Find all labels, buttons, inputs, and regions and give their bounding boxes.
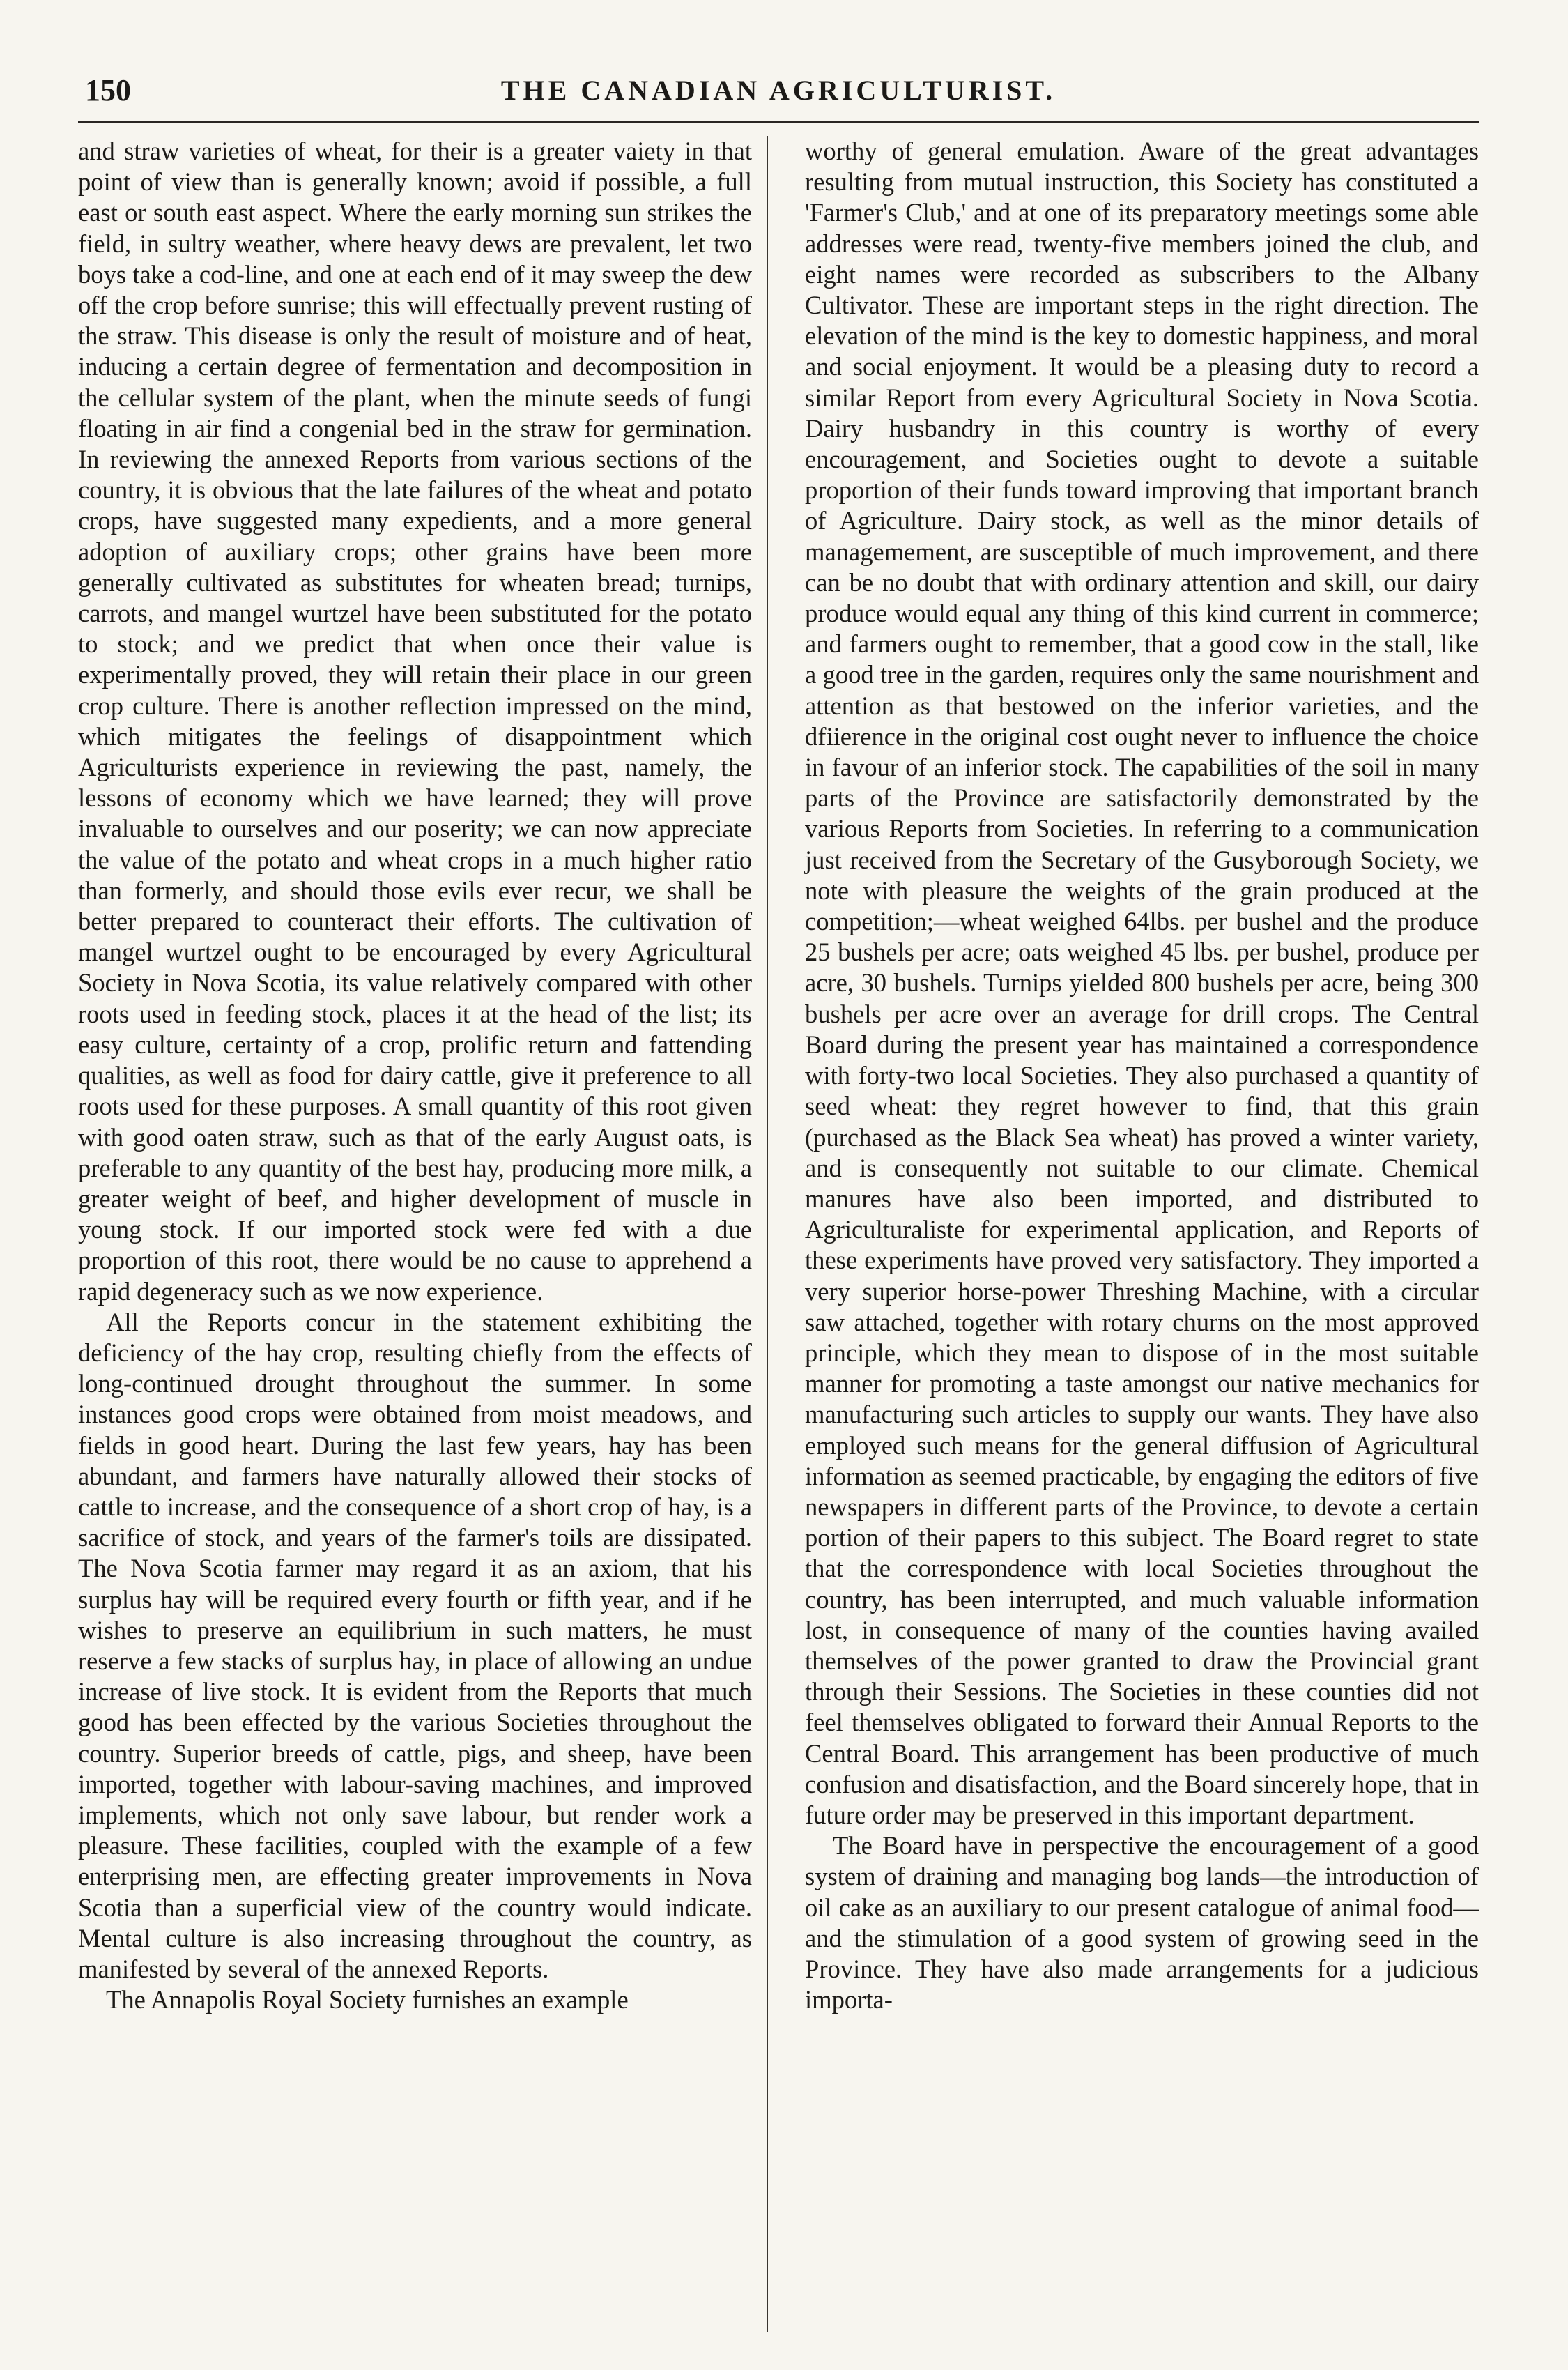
article-columns (78, 136, 1479, 2015)
left-column (78, 136, 752, 2015)
page-header (78, 70, 1479, 118)
running-title: THE CANADIAN AGRICULTURIST. (500, 75, 1056, 106)
left-paragraph: The Annapolis Royal Society furnishes an example (106, 1985, 629, 2014)
left-paragraph: and straw varieties of wheat, for their is a greater vaiety in that point of view than is generally known; avoid if possible, a full east or south east aspect. Where the early morning sun strikes the field, in sultry weather, where heavy dews are prevalent, let two boys take a cod-line, and one at each end of it may sweep the dew off the crop before sunrise; this will effectually prevent rusting of the straw. This disease is only the result of moisture and of heat, inducing a certain degree of fermentation and decomposition in the cellular system of the plant, when the minute seeds of fungi floating in air find a congenial bed in the straw for germination. In reviewing the annexed Reports from various sections of the country, it is obvious that the late failures of the wheat and potato crops, have suggested many expedients, and a more general adoption of auxiliary crops; other grains have been more generally cultivated as substitutes for wheaten bread; turnips, carrots, and mangel wurtzel have been substituted for the potato to stock; and we predict that when once their value is experimentally proved, they will retain their place in our green crop culture. There is another reflection impressed on the mind, which mitigates the feelings of disappointment which Agriculturists experience in reviewing the past, namely, the lessons of economy which we have learned; they will prove invaluable to ourselves and our poserity; we can now appreciate the value of the potato and wheat crops in a much higher ratio than formerly, and should those evils ever recur, we shall be better prepared to counteract their efforts. The cultivation of mangel wurtzel ought to be encouraged by every Agricultural Society in Nova Scotia, its value relatively compared with other roots used in feeding stock, places it at the head of the list; its easy culture, certainty of a crop, prolific return and fattending qualities, as well as food for dairy cattle, give it preference to all roots used for these purposes. A small quantity of this root given with good oaten straw, such as that of the early August oats, is preferable to any quantity of the best hay, producing more milk, a greater weight of beef, and higher development of muscle in young stock. If our imported stock were fed with a due proportion of this root, there would be no cause to apprehend a rapid degeneracy such as we now experience. (78, 137, 752, 1306)
right-column (805, 136, 1479, 2015)
page-number: 150 (85, 73, 131, 107)
column-divider (767, 136, 768, 2332)
right-paragraph: worthy of general emulation. Aware of the great advantages resulting from mutual instruction, this Society has constituted a 'Farmer's Club,' and at one of its preparatory meetings some able addresses were read, twenty-five members joined the club, and eight names were recorded as subscribers to the Albany Cultivator. These are important steps in the right direction. The elevation of the mind is the key to domestic happiness, and moral and social enjoyment. It would be a pleasing duty to record a similar Report from every Agricultural Society in Nova Scotia. Dairy husbandry in this country is worthy of every encouragement, and Societies ought to devote a suitable proportion of their funds toward improving that important branch of Agriculture. Dairy stock, as well as the minor details of managemement, are susceptible of much improvement, and there can be no doubt that with ordinary attention and skill, our dairy produce would equal any thing of this kind current in commerce; and farmers ought to remember, that a good cow in the stall, like a good tree in the garden, requires only the same nourishment and attention as that bestowed on the inferior varieties, and the dfiierence in the original cost ought never to influence the choice in favour of an inferior stock. The capabilities of the soil in many parts of the Province are satisfactorily demonstrated by the various Reports from Societies. In referring to a communication just received from the Secretary of the Gusyborough Society, we note with pleasure the weights of the grain produced at the competition;—wheat weighed 64lbs. per bushel and the produce 25 bushels per acre; oats weighed 45 lbs. per bushel, produce per acre, 30 bushels. Turnips yielded 800 bushels per acre, being 300 bushels per acre over an average for drill crops. The Central Board during the present year has maintained a correspondence with forty-two local Societies. They also purchased a quantity of seed wheat: they regret however to find, that this grain (purchased as the Black Sea wheat) has proved a winter variety, and is consequently not suitable to our climate. Chemical manures have also been imported, and distributed to Agriculturaliste for experimental application, and Reports of these experiments have proved very satisfactory. They imported a very superior horse-power Threshing Machine, with a circular saw attached, together with rotary churns on the most approved principle, which they mean to dispose of in the most suitable manner for promoting a taste amongst our native mechanics for manufacturing such articles to supply our wants. They have also employed such means for the general diffusion of Agricultural information as seemed practicable, by engaging the editors of five newspapers in different parts of the Province, to devote a certain portion of their papers to this subject. The Board regret to state that the correspondence with local Societies throughout the country, has been interrupted, and much valuable information lost, in consequence of many of the counties having availed themselves of the power granted to draw the Provincial grant through their Sessions. The Societies in these counties did not feel themselves obligated to forward their Annual Reports to the Central Board. This arrangement has been productive of much confusion and disatisfaction, and the Board sincerely hope, that in future order may be preserved in this important department. (805, 137, 1479, 1829)
right-paragraph: The Board have in perspective the encouragement of a good system of draining and managing bog lands—the introduction of oil cake as an auxiliary to our present catalogue of animal food—and the stimulation of a good system of growing seed in the Province. They have also made arrangements for a judicious importa- (805, 1831, 1479, 2014)
header-rule (78, 121, 1479, 123)
left-paragraph: All the Reports concur in the statement exhibiting the deficiency of the hay crop, resulting chiefly from the effects of long-continued drought throughout the summer. In some instances good crops were obtained from moist meadows, and fields in good heart. During the last few years, hay has been abundant, and farmers have naturally allowed their stocks of cattle to increase, and the consequence of a short crop of hay, is a sacrifice of stock, and years of the farmer's toils are dissipated. The Nova Scotia farmer may regard it as an axiom, that his surplus hay will be required every fourth or fifth year, and if he wishes to preserve an equilibrium in such matters, he must reserve a few stacks of surplus hay, in place of allowing an undue increase of live stock. It is evident from the Reports that much good has been effected by the various Societies throughout the country. Superior breeds of cattle, pigs, and sheep, have been imported, together with labour-saving machines, and improved implements, which not only save labour, but render work a pleasure. These facilities, coupled with the example of a few enterprising men, are effecting greater improvements in Nova Scotia than a superficial view of the country would indicate. Mental culture is also increasing throughout the country, as manifested by several of the annexed Reports. (78, 1307, 752, 1983)
